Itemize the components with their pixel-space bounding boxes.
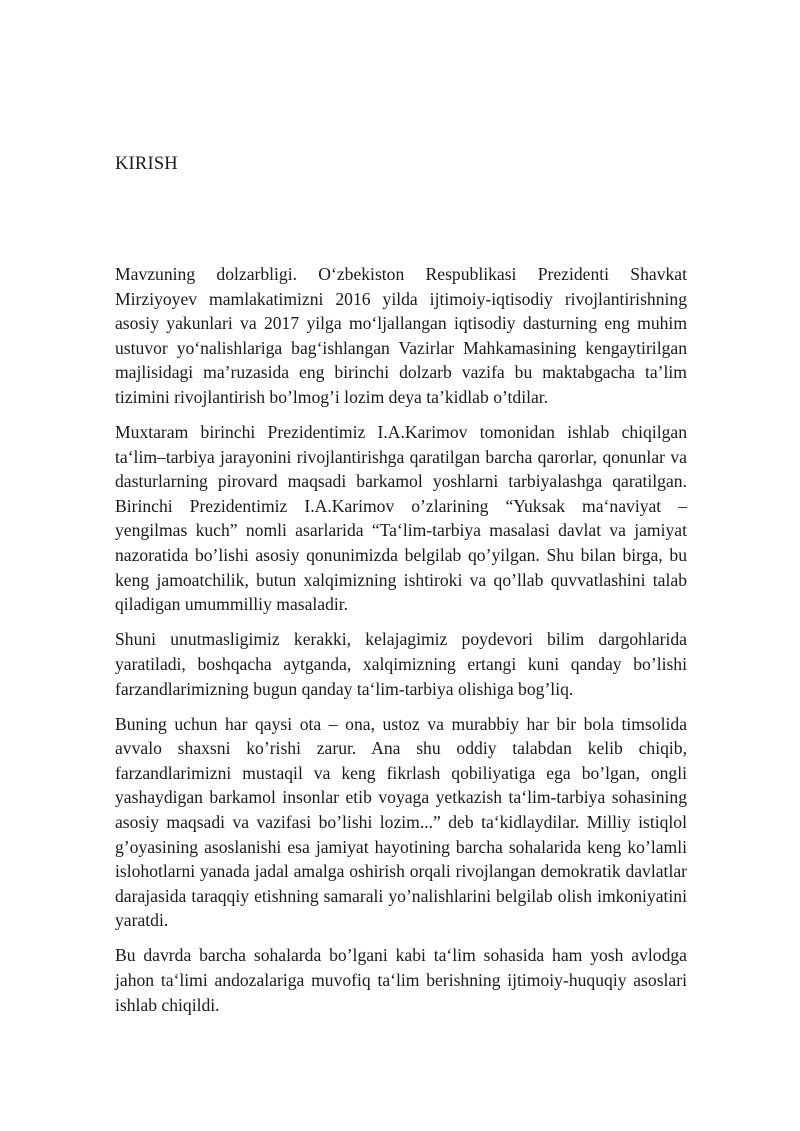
- paragraph-relevance: Mavzuning dolzarbligi. O‘zbekiston Respublikasi Prezidenti Shavkat Mirziyoyev mamlakatimizni 2016 yilda ijtimoiy-iqtisodiy rivojlantirishning asosiy yakunlari va 2017 yilga mo‘ljallangan iqtisodiy dasturning eng muhim ustuvor yo‘nalishlariga bag‘ishlangan Vazirlar Mahkamasining kengaytirilgan majlisidagi ma’ruzasida eng birinchi dolzarb vazifa bu maktabgacha ta’lim tizimini rivojlantirish bo’lmog’i lozim deya ta’kidlab o’tdilar.: [115, 264, 687, 407]
- paragraph-foundation: Shuni unutmasligimiz kerakki, kelajagimiz poydevori bilim dargohlarida yaratiladi, boshqacha aytganda, xalqimizning ertangi kuni qanday bo’lishi farzandlarimizning bugun qanday ta‘lim-tarbiya olishiga bog’liq.: [115, 629, 687, 699]
- section-heading: KIRISH: [115, 154, 178, 174]
- paragraph-period: Bu davrda barcha sohalarda bo’lgani kabi ta‘lim sohasida ham yosh avlodga jahon ta‘limi andozalariga muvofiq ta‘lim berishning ijtimoiy-huquqiy asoslari ishlab chiqildi.: [115, 945, 687, 1015]
- document-body: [115, 262, 687, 1028]
- paragraph-karimov: Muxtaram birinchi Prezidentimiz I.A.Karimov tomonidan ishlab chiqilgan ta‘lim–tarbiya jarayonini rivojlantirishga qaratilgan barcha qarorlar, qonunlar va dasturlarning pirovard maqsadi barkamol yoshlarni tarbiyalashga qaratilgan. Birinchi Prezidentimiz I.A.Karimov o’zlarining “Yuksak ma‘naviyat – yengilmas kuch” nomli asarlarida “Ta‘lim-tarbiya masalasi davlat va jamiyat nazoratida bo’lishi asosiy qonunimizda belgilab qo’yilgan. Shu bilan birga, bu keng jamoatchilik, butun xalqimizning ishtiroki va qo’llab quvvatlashini talab qiladigan umummilliy masaladir.: [115, 422, 687, 615]
- paragraph-parents: Buning uchun har qaysi ota – ona, ustoz va murabbiy har bir bola timsolida avvalo shaxsni ko’rishi zarur. Ana shu oddiy talabdan kelib chiqib, farzandlarimizni mustaqil va keng fikrlash qobiliyatiga ega bo’lgan, ongli yashaydigan barkamol insonlar etib voyaga yetkazish ta‘lim-tarbiya sohasining asosiy maqsadi va vazifasi bo’lishi lozim...” deb ta‘kidlaydilar. Milliy istiqlol g’oyasining asoslanishi esa jamiyat hayotining barcha sohalarida keng ko’lamli islohotlarni yanada jadal amalga oshirish orqali rivojlangan demokratik davlatlar darajasida taraqqiy etishning samarali yo’nalishlarini belgilab olish imkoniyatini yaratdi.: [115, 713, 687, 931]
